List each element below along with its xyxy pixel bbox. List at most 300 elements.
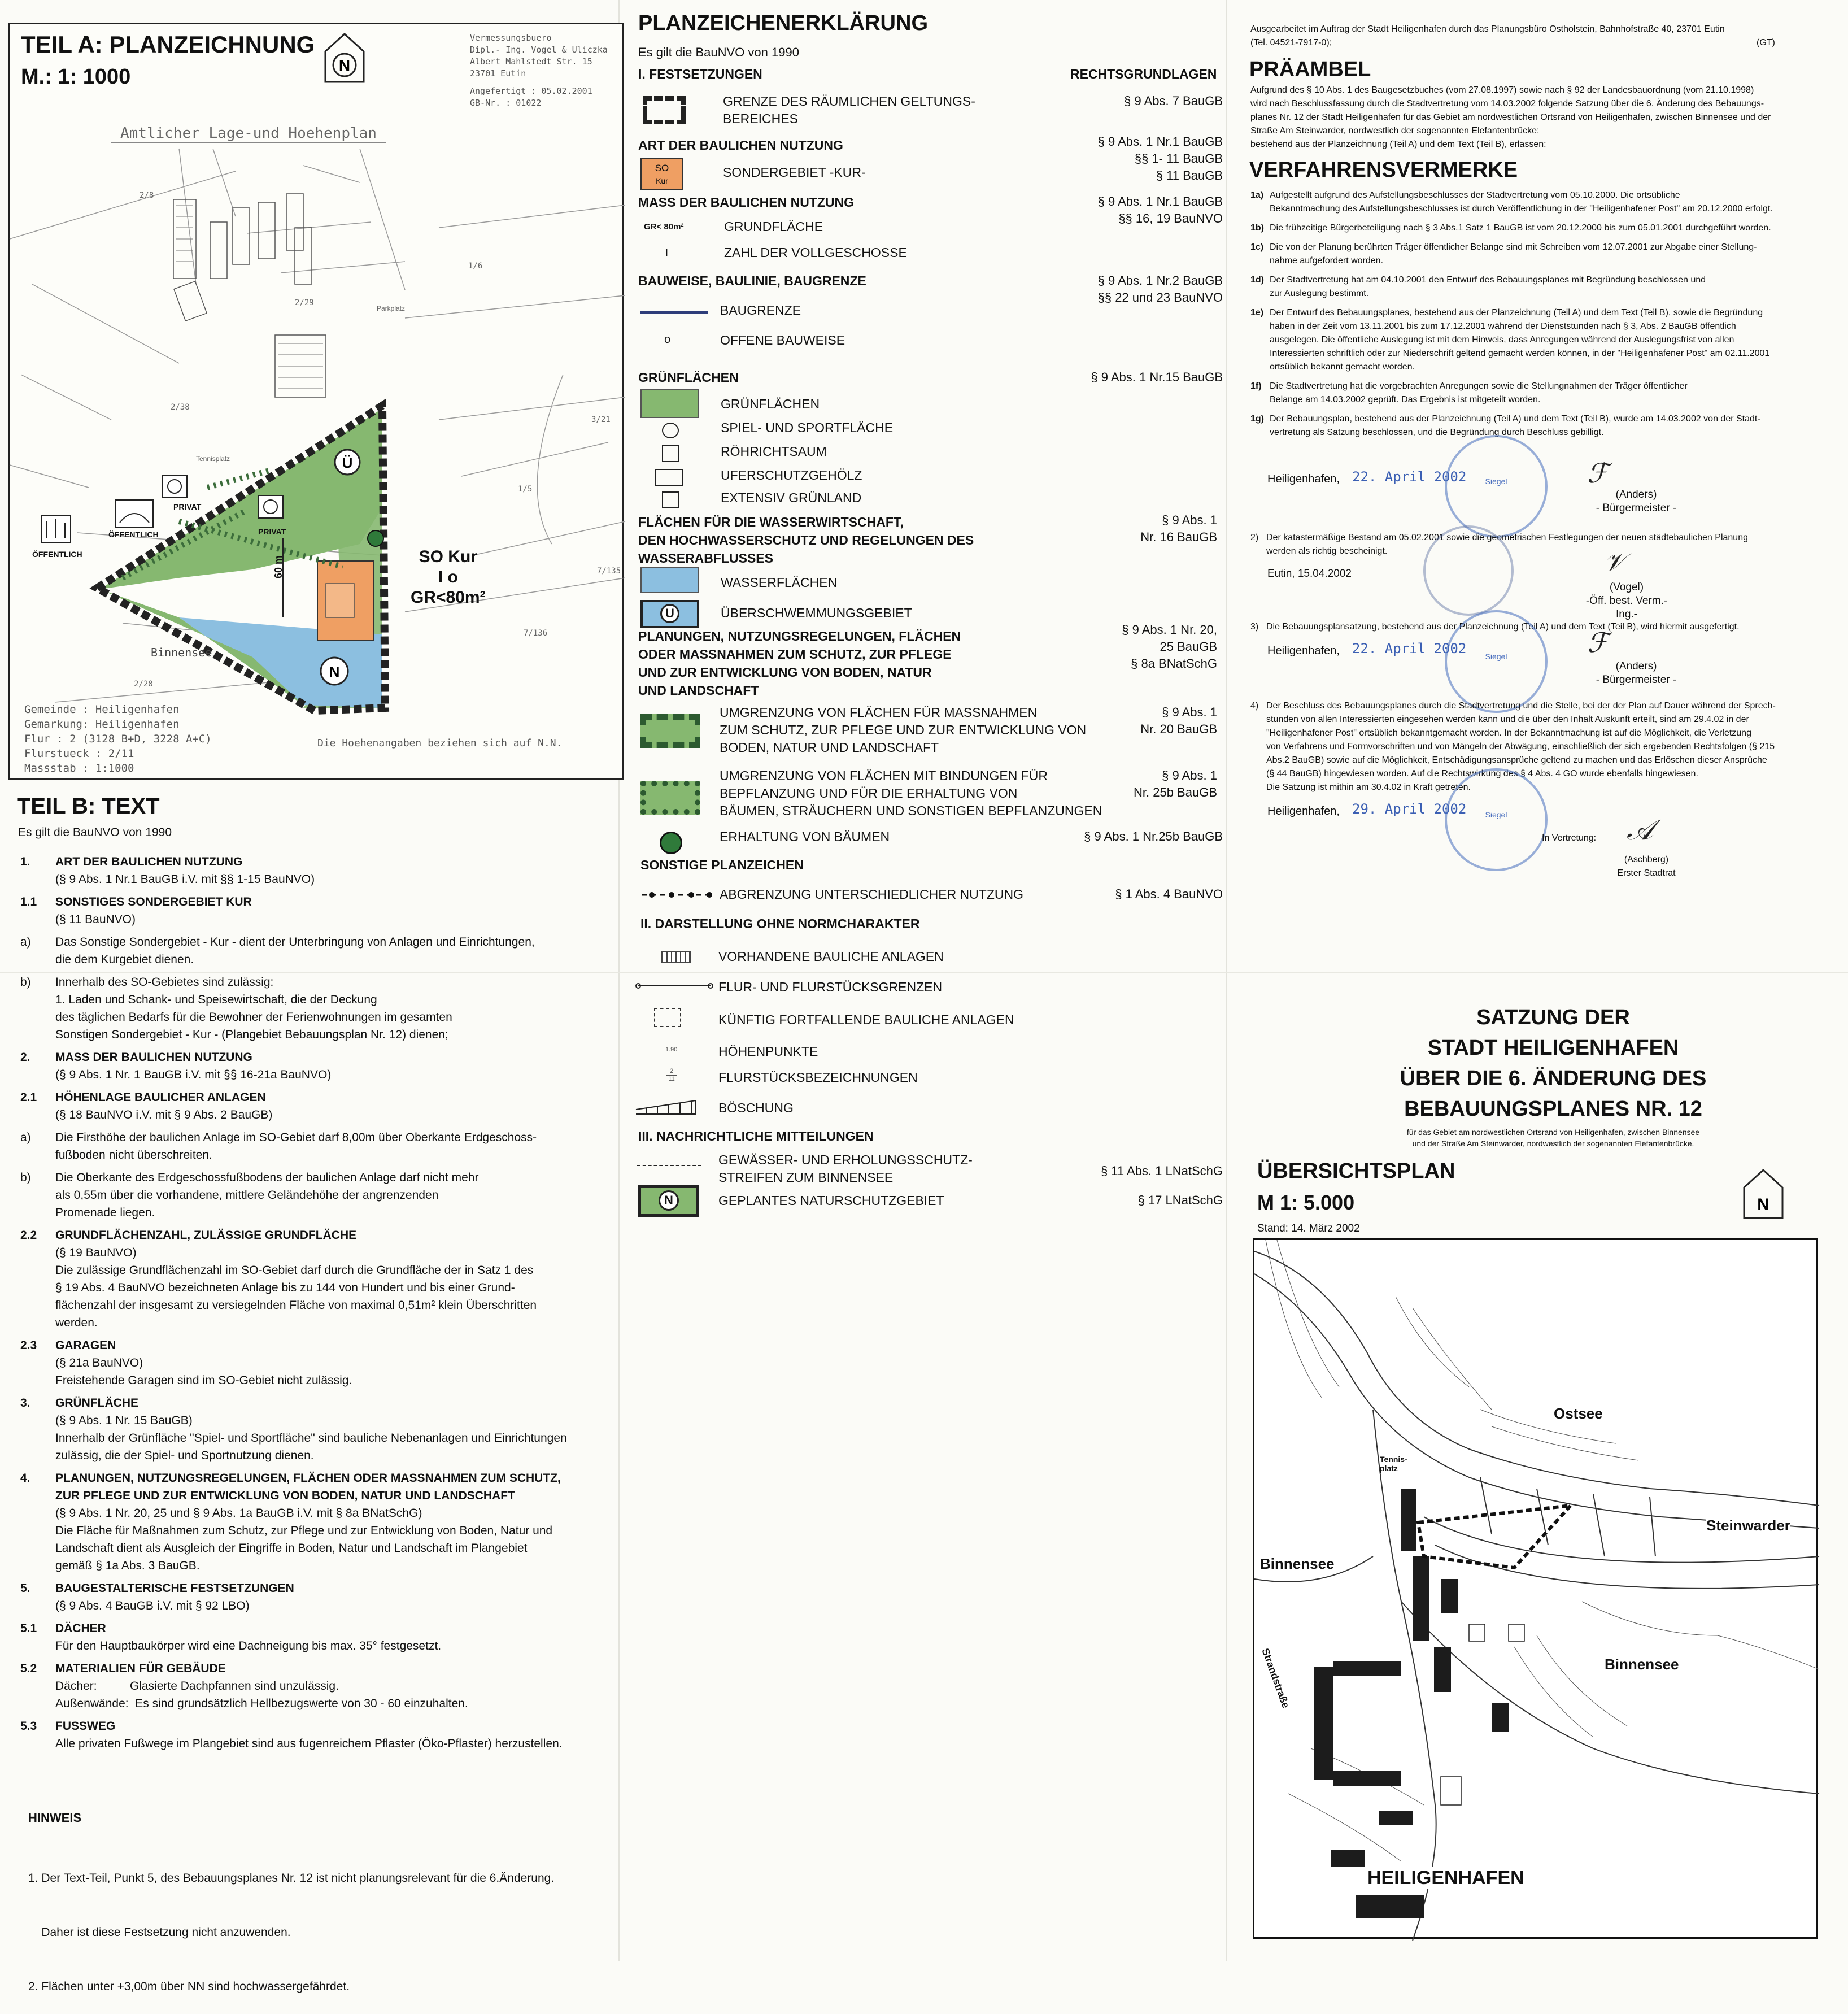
baugrenze-symbol (640, 311, 708, 314)
satzung-subtitle (1316, 1126, 1790, 1149)
praeambel-line: wird nach Beschlussfassung durch die Stadtvertretung vom 14.03.2002 folgende Satzung über die 6. Änderung des Bebauungs- (1250, 99, 1764, 108)
teil-b-line (20, 1226, 630, 1244)
ref-line: § 9 Abs. 1 (1162, 768, 1217, 782)
signature-mark: ℱ (1587, 458, 1609, 489)
verfahren-item (1250, 221, 1827, 235)
legend-item: FLUR- UND FLURSTÜCKSGRENZEN (718, 980, 943, 994)
ref-line: § 9 Abs. 1 Nr.1 BauGB (1097, 134, 1223, 149)
item-line: ortsüblich bekannt gemacht worden. (1270, 362, 1415, 372)
legend-item (720, 704, 1086, 756)
praeambel-title: PRÄAMBEL (1249, 58, 1371, 81)
teil-b-number: 4. (20, 1472, 30, 1485)
teil-b-number (20, 1106, 55, 1124)
teil-b-text-line: des täglichen Bedarfs für die Bewohner der Ferienwohnungen im gesamten (55, 1011, 452, 1024)
binnensee-label: Binnensee (1260, 1555, 1335, 1572)
teil-b-text-line: fußboden nicht überschreiten. (55, 1149, 212, 1162)
legend-line: BEPFLANZUNG UND FÜR DIE ERHALTUNG VON (720, 786, 1018, 801)
teil-b-line (20, 1580, 630, 1597)
parkplatz-label: Parkplatz (377, 305, 406, 312)
legend-section (638, 627, 961, 699)
item-line: (§ 44 BauGB) hingewiesen worden. Auf die Rechtswirkung des § 4 Abs. 4 GO wurde ebenfalls hingewiesen. (1266, 769, 1698, 778)
flurstueck-label: 2/28 (134, 680, 153, 689)
teil-b-text-line: Die Oberkante des Erdgeschossfußbodens der baulichen Anlage darf nicht mehr (55, 1171, 479, 1184)
teil-b-number (20, 951, 55, 968)
teil-b-number (20, 1066, 55, 1084)
teil-b-number: 2.2 (20, 1229, 37, 1242)
teil-b-line (20, 1557, 630, 1574)
dimension-label: 60 m (273, 555, 285, 579)
teil-b-line (20, 973, 630, 991)
seal-stamp (1445, 435, 1548, 538)
footer-line: Gemeinde : Heiligenhafen (24, 703, 180, 716)
teil-b-line (20, 1637, 630, 1655)
legend-item: BÖSCHUNG (718, 1100, 794, 1115)
legend-item: OFFENE BAUWEISE (720, 333, 845, 347)
roehricht-icon (662, 445, 679, 462)
hinweis-title: HINWEIS (28, 1811, 82, 1825)
sym-line: 2 (666, 1068, 677, 1076)
signature-mark: 𝒜 (1627, 814, 1654, 846)
legend-item: ERHALTUNG VON BÄUMEN (720, 829, 890, 844)
teil-b-text-line: DÄCHER (55, 1622, 106, 1635)
legend-ref: § 9 Abs. 7 BauGB (1124, 94, 1223, 108)
satzung-line: BEBAUUNGSPLANES NR. 12 (1404, 1097, 1702, 1121)
praeambel-line: planes Nr. 12 der Stadt Heiligenhafen für das Gebiet am nordwestlichen Ortsrand von Heiligenhafen, zwischen Binnensee und der (1250, 112, 1771, 122)
gt-note: (GT) (1757, 38, 1775, 47)
flurstueck-label: 2/8 (140, 191, 154, 200)
teil-b-number (20, 1026, 55, 1043)
item-line: "Heiligenhafener Post" ortsüblich bekanntgemacht worden. In der Bekanntmachung ist auf die Möglichkeit, die Verletzung (1266, 728, 1751, 738)
abgrenzung-symbol (640, 889, 714, 901)
teil-b-text-line: (§ 9 Abs. 1 Nr. 15 BauGB) (55, 1414, 193, 1427)
sig1-date: 22. April 2002 (1352, 469, 1467, 485)
sub-line: und der Straße Am Steinwarder, nordwestlich der sogenannten Elefantenbrücke. (1412, 1139, 1694, 1148)
teil-b-number: 2.1 (20, 1091, 37, 1104)
role-line: -Öff. best. Verm.-Ing.- (1585, 595, 1668, 620)
legend-item: GEPLANTES NATURSCHUTZGEBIET (718, 1193, 944, 1208)
item-line: Die frühzeitige Bürgerbeteiligung nach § 3 Abs.1 Satz 1 BauGB ist vom 20.12.2000 bis zum 05.01.2001 durchgeführt worden. (1270, 223, 1771, 233)
so-kur-line: I o (438, 568, 458, 586)
teil-b-line (20, 1717, 630, 1735)
verfahren-item (1250, 189, 1827, 216)
map-heading: Amtlicher Lage-und Hoehenplan (111, 125, 386, 143)
teil-b-line (20, 1204, 630, 1221)
sig1-name (1594, 488, 1679, 515)
legend-section: BAUWEISE, BAULINIE, BAUGRENZE (638, 273, 866, 288)
teil-b-number: b) (20, 976, 31, 989)
surveyor-office (470, 32, 608, 109)
seal-stamp (1445, 610, 1548, 713)
teil-b-number (20, 1354, 55, 1372)
teil-b-line (20, 1504, 630, 1522)
teil-b-line (20, 1597, 630, 1615)
teil-b-text-line: (§ 9 Abs. 1 Nr.1 BauGB i.V. mit §§ 1-15 BauNVO) (55, 873, 315, 886)
teil-b-line (20, 1169, 630, 1186)
so-kur-line: GR<80m² (411, 588, 486, 607)
teil-b-text-line: MASS DER BAULICHEN NUTZUNG (55, 1051, 252, 1064)
so-kur-label (411, 547, 486, 608)
item-number: 1b) (1250, 223, 1264, 233)
footer-line: Massstab : 1:1000 (24, 762, 134, 775)
legend-item: GRUNDFLÄCHE (724, 219, 823, 234)
teil-b-text-line: Die Fläche für Maßnahmen zum Schutz, zur Pflege und zur Entwicklung von Boden, Natur und (55, 1524, 553, 1537)
uebersicht-scale: M 1: 5.000 (1257, 1191, 1355, 1214)
footer-line: Flur : 2 (3128 B+D, 3228 A+C) (24, 733, 212, 745)
legend-line: GEWÄSSER- UND ERHOLUNGSSCHUTZ- (718, 1152, 973, 1167)
ref-line: § 11 BauGB (1156, 168, 1223, 182)
teil-b-number (20, 1677, 55, 1695)
praeambel-text (1250, 84, 1827, 151)
sec-line: ODER MASSNAHMEN ZUM SCHUTZ, ZUR PFLEGE (638, 647, 952, 662)
teil-b-number (20, 1297, 55, 1314)
uebersicht-drawing (1254, 1240, 1819, 1941)
teil-b-line (20, 933, 630, 951)
legend-ref: § 1 Abs. 4 BauNVO (1115, 887, 1223, 901)
naturschutzgebiet-symbol (638, 1185, 699, 1217)
legend-item: WASSERFLÄCHEN (721, 575, 838, 590)
item-number: 3) (1250, 622, 1259, 632)
ref-line: § 9 Abs. 1 Nr.1 BauGB (1097, 194, 1223, 208)
sig3-date: 22. April 2002 (1352, 641, 1467, 656)
legend-item: KÜNFTIG FORTFALLENDE BAULICHE ANLAGEN (718, 1012, 1014, 1027)
legend-section: III. NACHRICHTLICHE MITTEILUNGEN (638, 1129, 874, 1143)
item-line: zur Auslegung bestimmt. (1270, 289, 1369, 298)
teil-b-text-line: § 19 Abs. 4 BauNVO bezeichneten Anlage bis zu 144 von Hundert und bis einer Grund- (55, 1281, 515, 1294)
teil-b-line (20, 893, 630, 911)
fortfallend-symbol (654, 1008, 681, 1027)
teil-b-text-line: BAUGESTALTERISCHE FESTSETZUNGEN (55, 1582, 294, 1595)
teil-b-number: 3. (20, 1397, 30, 1410)
flurstueck-symbol (666, 1068, 677, 1083)
item-line: von Verfahrens und Formvorschriften und von Mängeln der Abwägung, einschließlich der sich ergebenden Rechtsfolgen (§ 215 (1266, 742, 1775, 751)
svg-text:Ü: Ü (342, 454, 353, 471)
teil-b-line (20, 1244, 630, 1262)
teil-b-line (20, 1487, 630, 1504)
legend-item: ABGRENZUNG UNTERSCHIEDLICHER NUTZUNG (720, 887, 1023, 902)
teil-b-text-line: Dächer: Glasierte Dachpfannen sind unzulässig. (55, 1680, 339, 1693)
item-line: Der katastermäßige Bestand am 05.02.2001 sowie die geometrischen Festlegungen der neuen städtebaulichen Planung (1266, 533, 1748, 542)
teil-b-text-line: Für den Hauptbaukörper wird eine Dachneigung bis max. 35° festgesetzt. (55, 1639, 442, 1652)
legend-item: UFERSCHUTZGEHÖLZ (721, 468, 862, 482)
teil-b-number (20, 1314, 55, 1332)
gr-symbol: GR< 80m² (644, 222, 684, 232)
item-number: 2) (1250, 533, 1259, 542)
sig2-place: Eutin, 15.04.2002 (1267, 568, 1352, 580)
teil-b-text-line: Innerhalb der Grünfläche "Spiel- und Sportfläche" sind bauliche Nebenanlagen und Einrichtungen (55, 1432, 567, 1445)
height-note: Die Hoehenangaben beziehen sich auf N.N. (317, 737, 563, 749)
ref-line: § 9 Abs. 1 (1162, 513, 1217, 527)
item-line: ausgelegen. Die öffentliche Auslegung ist mit dem Hinweis, dass Anregungen während der Auslegungsfrist von allen (1270, 335, 1734, 345)
legend-section: II. DARSTELLUNG OHNE NORMCHARAKTER (640, 916, 920, 931)
teil-b-number (20, 1279, 55, 1297)
teil-b-text-line: (§ 9 Abs. 1 Nr. 20, 25 und § 9 Abs. 1a BauGB i.V. mit § 8a BNatSchG) (55, 1507, 422, 1520)
legend-ref: § 9 Abs. 1 Nr.15 BauGB (1091, 370, 1223, 384)
teil-b-line (20, 1620, 630, 1637)
item-line: werden als richtig bescheinigt. (1266, 546, 1388, 556)
teil-b-line (20, 1429, 630, 1447)
teil-b-line (20, 1089, 630, 1106)
uebersicht-map (1253, 1238, 1818, 1939)
teil-b-text-line: GRUNDFLÄCHENZAHL, ZULÄSSIGE GRUNDFLÄCHE (55, 1229, 357, 1242)
sig3-place: Heiligenhafen, (1267, 645, 1340, 657)
flurstueck-label: 3/21 (591, 415, 611, 424)
legend-ref (1034, 193, 1223, 227)
legend-line: UMGRENZUNG VON FLÄCHEN MIT BINDUNGEN FÜR (720, 768, 1048, 783)
teil-b-line (20, 1106, 630, 1124)
role-line: Erster Stadtrat (1617, 868, 1676, 878)
teil-b-text-line: (§ 21a BauNVO) (55, 1356, 143, 1369)
verfahren-item (1250, 531, 1815, 558)
note-line: Ausgearbeitet im Auftrag der Stadt Heiligenhafen durch das Planungsbüro Ostholstein, Bahnhofstraße 40, 23701 Eutin (1250, 24, 1725, 34)
sig2-name (1581, 581, 1672, 621)
legend-ref (1034, 767, 1217, 801)
footer-line: Gemarkung: Heiligenhafen (24, 718, 180, 730)
ref-line: § 9 Abs. 1 Nr. 20, (1122, 623, 1217, 637)
satzung-line: SATZUNG DER (1476, 1006, 1630, 1029)
teil-b-text-line: GRÜNFLÄCHE (55, 1397, 138, 1410)
legend-section: MASS DER BAULICHEN NUTZUNG (638, 195, 855, 210)
seal-stamp (1445, 768, 1548, 871)
teil-b-text-line: (§ 9 Abs. 4 BauGB i.V. mit § 92 LBO) (55, 1599, 250, 1612)
uebersicht-title: ÜBERSICHTSPLAN (1257, 1159, 1455, 1183)
massnahmen-symbol (640, 714, 700, 748)
wasser-symbol (640, 567, 699, 593)
teil-b-line (20, 991, 630, 1008)
legend-ref (1034, 133, 1223, 184)
teil-b-line (20, 1297, 630, 1314)
teil-b-line (20, 1412, 630, 1429)
teil-b-text-line: GARAGEN (55, 1339, 116, 1352)
teil-b-line (20, 1469, 630, 1487)
verfahren-list (1250, 189, 1827, 445)
ref-line: §§ 16, 19 BauNVO (1118, 211, 1223, 225)
teil-b-text-line: Promenade liegen. (55, 1206, 155, 1219)
n-glyph: N (659, 1190, 679, 1211)
verfahren-item (1250, 412, 1827, 440)
legend-ref: § 11 Abs. 1 LNatSchG (1100, 1164, 1223, 1178)
teil-b-number (20, 991, 55, 1008)
teil-b-line (20, 1539, 630, 1557)
item-line: Interessierten schriftlich oder zur Niederschrift geltend gemacht werden können, in der "Heiligenhafener Post" am 02.11.2001 (1270, 349, 1770, 358)
stamp-label: Siegel (1485, 652, 1507, 661)
satzung-line: STADT HEILIGENHAFEN (1427, 1036, 1679, 1060)
teil-b-number: 1.1 (20, 895, 37, 908)
teil-b-number (20, 871, 55, 888)
teil-b-line (20, 1695, 630, 1712)
teil-b-subtitle: Es gilt die BauNVO von 1990 (18, 826, 172, 839)
oeffentlich-label: ÖFFENTLICH (108, 530, 159, 539)
item-number: 1d) (1250, 275, 1264, 285)
teil-b-number: 5.3 (20, 1720, 37, 1733)
item-line: Bekanntmachung des Aufstellungsbeschlusses ist durch Veröffentlichung in der "Heiligenhafener Post" am 20.12.2000 erfolgt. (1270, 204, 1773, 214)
sig4-place: Heiligenhafen, (1267, 805, 1340, 817)
teil-b-text-line: (§ 9 Abs. 1 Nr. 1 BauGB i.V. mit §§ 16-21a BauNVO) (55, 1068, 332, 1081)
legend-ref (1034, 272, 1223, 306)
steinwarder-label: Steinwarder (1706, 1517, 1790, 1534)
sec-line: FLÄCHEN FÜR DIE WASSERWIRTSCHAFT, (638, 515, 904, 529)
teil-b-line (20, 1522, 630, 1539)
teil-b-line (20, 911, 630, 928)
legend-line: BÄUMEN, STRÄUCHERN UND SONSTIGEN BEPFLANZUNGEN (720, 803, 1102, 818)
verfahren-item (1250, 380, 1827, 407)
teil-b-line (20, 853, 630, 871)
flurstueck-label: 2/29 (295, 298, 314, 307)
legend-section: GRÜNFLÄCHEN (638, 370, 739, 385)
teil-b-number: 2.3 (20, 1339, 37, 1352)
teil-b-number: 5.2 (20, 1662, 37, 1675)
privat-label: PRIVAT (258, 527, 286, 536)
teil-b-text-line: (§ 19 BauNVO) (55, 1246, 137, 1259)
name-line: (Aschberg) (1624, 855, 1669, 864)
note-line: (Tel. 04521-7917-0); (1250, 38, 1332, 47)
sec-line: WASSERABFLUSSES (638, 551, 773, 566)
flurstueck-label: 2/38 (171, 403, 190, 412)
verfahren-item (1250, 241, 1827, 268)
teil-b-line (20, 1735, 630, 1752)
sym-line: Kur (656, 176, 668, 185)
teil-b-number: 1. (20, 855, 30, 868)
teil-b-number: a) (20, 936, 31, 949)
privat-label: PRIVAT (173, 502, 202, 511)
signature-mark: ℱ (1587, 627, 1609, 659)
praeambel-line: Aufgrund des § 10 Abs. 1 des Baugesetzbuches (vom 27.08.1997) sowie nach § 92 der Landesbauordnung (vom 21.10.1998) (1250, 85, 1754, 95)
ref-line: Nr. 16 BauGB (1140, 530, 1217, 544)
teil-b-number (20, 1522, 55, 1539)
office-line: Vermessungsbuero (470, 33, 552, 43)
legend-subtitle: Es gilt die BauNVO von 1990 (638, 45, 799, 59)
office-line: 23701 Eutin (470, 68, 526, 79)
teil-b-line (20, 1354, 630, 1372)
item-number: 4) (1250, 701, 1259, 711)
ausgearbeitet-note (1250, 23, 1815, 50)
item-number: 1g) (1250, 414, 1264, 424)
name-line: (Anders) (1615, 489, 1657, 501)
teil-b-line (20, 1026, 630, 1043)
teil-b-text-line: 1. Laden und Schank- und Speisewirtschaft, die der Deckung (55, 993, 377, 1006)
legend-section: ART DER BAULICHEN NUTZUNG (638, 138, 843, 153)
teil-b-number (20, 1186, 55, 1204)
binnensee-label: Binnensee (1605, 1656, 1679, 1673)
legend-item: VORHANDENE BAULICHE ANLAGEN (718, 949, 944, 964)
svg-text:N: N (1757, 1195, 1769, 1214)
teil-b-number (20, 1204, 55, 1221)
teil-b-line (20, 1372, 630, 1389)
role-line: - Bürgermeister - (1596, 674, 1677, 686)
teil-b-text-line: Außenwände: Es sind grundsätzlich Hellbezugswerte von 30 - 60 einzuhalten. (55, 1697, 468, 1710)
sec-line: UND ZUR ENTWICKLUNG VON BODEN, NATUR (638, 665, 932, 680)
teil-b-line (20, 1008, 630, 1026)
item-line: Die Stadtvertretung hat die vorgebrachten Anregungen sowie die Stellungnahmen der Träger öffentlicher (1270, 381, 1688, 391)
legend-item (718, 1151, 973, 1186)
teil-b-text-line: PLANUNGEN, NUTZUNGSREGELUNGEN, FLÄCHEN ODER MASSNAHMEN ZUM SCHUTZ, (55, 1472, 561, 1485)
fold-line (1226, 0, 1227, 1961)
office-line: Albert Mahlstedt Str. 15 (470, 56, 592, 67)
sym-line: SO (655, 163, 669, 173)
teil-a-title: TEIL A: PLANZEICHNUNG (21, 31, 315, 58)
sig3-name (1594, 660, 1679, 687)
teil-b-line (20, 1677, 630, 1695)
teil-b-text-line: werden. (55, 1316, 98, 1329)
svg-text:N: N (329, 663, 340, 680)
legend-item: RÖHRICHTSAUM (721, 444, 827, 459)
ref-line: § 9 Abs. 1 (1162, 705, 1217, 719)
u-glyph: U (660, 604, 679, 623)
strasse-label: Strandstraße (1259, 1647, 1292, 1710)
item-line: Belange am 14.03.2002 geprüft. Das Ergebnis ist mitgeteilt worden. (1270, 395, 1541, 404)
item-line: Der Stadtvertretung hat am 04.10.2001 den Entwurf des Bebauungsplanes mit Begründung beschlossen und (1270, 275, 1706, 285)
legend-item: EXTENSIV GRÜNLAND (721, 490, 862, 505)
ref-line: § 8a BNatSchG (1131, 656, 1217, 671)
gruenland-icon (662, 491, 679, 508)
ueberschwemmung-symbol (640, 600, 699, 628)
teil-b-text-line: Die zulässige Grundflächenzahl im SO-Gebiet darf durch die Grundfläche der in Satz 1 des (55, 1264, 534, 1277)
legend-item: BAUGRENZE (720, 303, 801, 317)
teil-b-line (20, 1262, 630, 1279)
teil-b-number (20, 1262, 55, 1279)
item-line: Die von der Planung berührten Träger öffentlicher Belange sind mit Schreiben vom 12.07.2001 zur Abgabe einer Stellung- (1270, 242, 1757, 252)
item-line: Die Bebauungsplansatzung, bestehend aus der Planzeichnung (Teil A) und dem Text (Teil B), wird hiermit ausgefertigt. (1266, 622, 1740, 632)
legend-section (638, 513, 974, 567)
item-line: Abs.2 BauGB) sowie auf die Möglichkeit, Entschädigungsansprüche geltend zu machen und das Erlöschen dieser Ansprüche (1266, 755, 1767, 765)
verfahren-item (1250, 699, 1827, 794)
item-line: nahme aufgefordert worden. (1270, 256, 1384, 266)
teil-b-number (20, 1447, 55, 1464)
legend-line: STREIFEN ZUM BINNENSEE (718, 1170, 894, 1185)
ref-line: Nr. 20 BauGB (1140, 722, 1217, 736)
stamp-label: Siegel (1485, 477, 1507, 486)
teil-b-number (20, 1735, 55, 1752)
hinweis-item: 2. Flächen unter +3,00m über NN sind hochwassergefährdet. (28, 1980, 350, 1993)
sec-line: UND LANDSCHAFT (638, 683, 759, 698)
flurstueck-label: 7/135 (597, 567, 621, 576)
spiel-icon (662, 423, 679, 438)
sig4-date: 29. April 2002 (1352, 801, 1467, 817)
teil-b-number: a) (20, 1131, 31, 1144)
gewaesserschutz-symbol (637, 1165, 701, 1166)
sec-line: PLANUNGEN, NUTZUNGSREGELUNGEN, FLÄCHEN (638, 629, 961, 643)
gruenflaeche-symbol (640, 389, 699, 418)
item-line: vertretung als Satzung beschlossen, und die Begründung durch Beschluss gebilligt. (1270, 428, 1604, 437)
o-symbol: o (664, 333, 671, 346)
legend-ref: § 17 LNatSchG (1137, 1193, 1223, 1207)
hinweis-list (28, 1833, 554, 2014)
sig4-pre: In Vertretung: (1542, 833, 1597, 843)
praeambel-line: Straße Am Steinwarder, nordwestlich der sogenannten Elefantenbrücke; (1250, 126, 1540, 136)
item-number: 1e) (1250, 308, 1264, 317)
legend-line: BEREICHES (723, 111, 798, 126)
teil-b-number (20, 1372, 55, 1389)
item-number: 1c) (1250, 242, 1264, 252)
north-arrow-icon (1742, 1168, 1785, 1220)
plan-footer (24, 702, 212, 776)
teil-b-number (20, 1487, 55, 1504)
made-line: GB-Nr. : 01022 (470, 98, 542, 108)
oeffentlich-label: ÖFFENTLICH (32, 550, 82, 559)
bauliche-anlage-symbol (661, 951, 691, 963)
teil-b-text-line: Das Sonstige Sondergebiet - Kur - dient der Unterbringung von Anlagen und Einrichtungen, (55, 936, 535, 949)
so-kur-line: SO Kur (419, 547, 477, 566)
teil-b-text-line: Sonstigen Sondergebiet - Kur - (Plangebiet Bebauungsplan Nr. 12) dienen; (55, 1028, 448, 1041)
office-line: Dipl.- Ing. Vogel & Uliczka (470, 45, 608, 55)
sig1-place: Heiligenhafen, (1267, 473, 1340, 485)
boundary-symbol (643, 96, 686, 124)
legend-ref: § 9 Abs. 1 Nr.25b BauGB (1084, 829, 1223, 843)
teil-b-number (20, 1412, 55, 1429)
teil-b-line (20, 1066, 630, 1084)
legend-line: UMGRENZUNG VON FLÄCHEN FÜR MASSNAHMEN (720, 705, 1038, 720)
teil-b-line (20, 1129, 630, 1146)
legend-section: SONSTIGE PLANZEICHEN (640, 858, 804, 872)
